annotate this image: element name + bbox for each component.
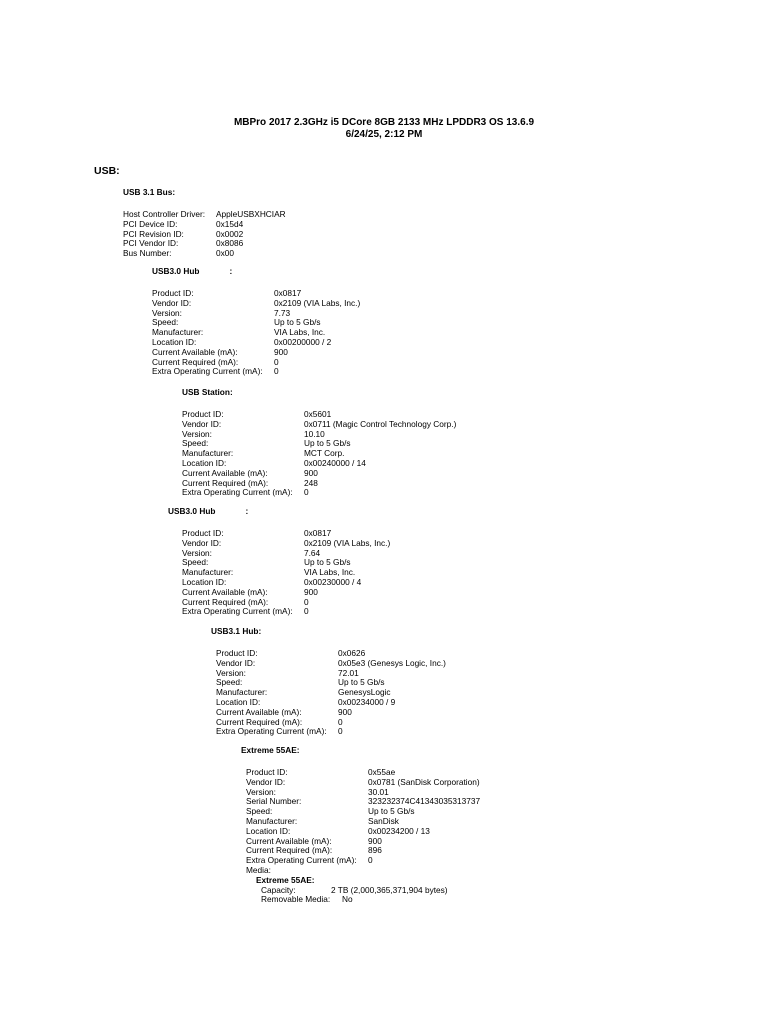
property-key: Speed: (216, 677, 243, 688)
property-key: Capacity: (261, 884, 296, 895)
property-value: 0 (274, 366, 279, 377)
property-key: Product ID: (152, 288, 194, 298)
property-value: 0x05e3 (Genesys Logic, Inc.) (338, 657, 446, 668)
property-key: Serial Number: (246, 796, 302, 807)
property-value: 0x00200000 / 2 (274, 336, 332, 347)
property-key: Manufacturer: (246, 815, 298, 826)
usb-drive (241, 745, 480, 905)
property-value: Up to 5 Gb/s (304, 557, 351, 568)
property-key: Bus Number: (123, 248, 172, 259)
property-value: 0x0711 (Magic Control Technology Corp.) (304, 418, 457, 429)
property-key: Product ID: (216, 648, 258, 658)
property-row (246, 797, 480, 807)
property-key: Version: (182, 547, 212, 558)
property-key: Speed: (246, 806, 273, 817)
property-value: 0x55ae (368, 767, 396, 777)
property-value: 0x0781 (SanDisk Corporation) (368, 776, 480, 787)
property-value: 900 (274, 346, 288, 357)
property-key: PCI Vendor ID: (123, 238, 179, 249)
property-value: GenesysLogic (338, 687, 391, 698)
property-key: Product ID: (182, 528, 224, 538)
property-row (182, 488, 456, 498)
property-value: MCT Corp. (304, 448, 345, 459)
property-key: Host Controller Driver: (123, 209, 206, 219)
property-value: 2 TB (2,000,365,371,904 bytes) (331, 884, 448, 895)
property-row (152, 367, 360, 377)
property-key: Extra Operating Current (mA): (152, 366, 263, 377)
property-key: Current Required (mA): (152, 356, 239, 367)
property-value: 10.10 (304, 428, 325, 439)
property-value: 896 (368, 845, 382, 856)
property-row (182, 539, 390, 549)
property-value: 0x00 (216, 248, 234, 259)
property-key: Current Required (mA): (246, 845, 333, 856)
property-row (152, 299, 360, 309)
property-key: Current Required (mA): (182, 596, 269, 607)
property-value: No (342, 894, 353, 905)
usb-bus (123, 187, 286, 259)
property-value: Up to 5 Gb/s (338, 677, 385, 688)
usb-hub-3-properties (216, 649, 446, 737)
usb-drive-title: Extreme 55AE: (241, 745, 300, 755)
property-value: 900 (304, 586, 318, 597)
property-value: 0x8086 (216, 238, 244, 249)
property-key: Extra Operating Current (mA): (182, 487, 293, 498)
usb-hub-2-properties (182, 529, 390, 617)
property-value: 0x0626 (338, 648, 366, 658)
property-row (216, 727, 446, 737)
property-row (152, 309, 360, 319)
media-volume (246, 876, 480, 905)
usb-hub-3 (211, 626, 446, 737)
property-key: Extra Operating Current (mA): (246, 855, 357, 866)
property-key: Location ID: (182, 457, 227, 468)
property-key: Current Available (mA): (182, 586, 268, 597)
usb-hub-2 (168, 506, 390, 617)
property-key: Version: (152, 307, 182, 318)
property-row (246, 778, 480, 788)
property-value: 0x0002 (216, 228, 244, 239)
property-key: Extra Operating Current (mA): (182, 606, 293, 617)
property-key: PCI Revision ID: (123, 228, 184, 239)
usb-hub-1-properties (152, 289, 360, 377)
property-key: Manufacturer: (182, 448, 234, 459)
property-key: Current Required (mA): (182, 477, 269, 488)
property-value: 7.73 (274, 307, 291, 318)
property-value: 900 (368, 835, 382, 846)
property-key: Current Required (mA): (216, 716, 303, 727)
property-value: 0x0817 (304, 528, 332, 538)
property-key: Version: (246, 786, 276, 797)
property-value: 0x00234000 / 9 (338, 696, 396, 707)
property-value: Up to 5 Gb/s (368, 806, 415, 817)
property-key: Location ID: (152, 336, 197, 347)
property-key: Version: (182, 428, 212, 439)
property-value: 0x15d4 (216, 218, 244, 229)
usb-bus-properties (123, 210, 286, 259)
property-value: 248 (304, 477, 318, 488)
property-row (123, 249, 286, 259)
property-key: Speed: (182, 557, 209, 568)
usb-hub-1 (152, 266, 360, 377)
title-colon: : (229, 266, 233, 276)
property-key: Vendor ID: (246, 776, 286, 787)
usb-hub-3-title: USB3.1 Hub: (211, 626, 262, 636)
property-value: 0 (304, 487, 309, 498)
usb-station-title: USB Station: (182, 387, 233, 397)
property-key: Current Available (mA): (216, 706, 302, 717)
usb-drive-properties (246, 768, 480, 905)
property-value: 0x0817 (274, 288, 302, 298)
usb-hub-2-title (168, 506, 390, 516)
property-key: Location ID: (182, 576, 227, 587)
property-key: Extra Operating Current (mA): (216, 726, 327, 737)
property-value: 0x5601 (304, 409, 332, 419)
device-name: USB3.0 Hub (168, 506, 216, 516)
property-key: Speed: (182, 438, 209, 449)
section-heading-usb: USB: (94, 165, 120, 177)
property-key: Vendor ID: (182, 418, 222, 429)
property-value: VIA Labs, Inc. (304, 567, 356, 578)
property-value: VIA Labs, Inc. (274, 327, 326, 338)
property-key: Vendor ID: (152, 297, 192, 308)
property-key: Speed: (152, 317, 179, 328)
property-key: Location ID: (246, 825, 291, 836)
usb-hub-1-title (152, 266, 360, 276)
property-row (216, 669, 446, 679)
property-key: PCI Device ID: (123, 218, 178, 229)
property-key: Vendor ID: (182, 537, 222, 548)
property-value: 0x00230000 / 4 (304, 576, 362, 587)
property-key: Manufacturer: (152, 327, 204, 338)
property-value: 0 (338, 716, 343, 727)
property-value: 0x00240000 / 14 (304, 457, 366, 468)
property-key: Product ID: (246, 767, 288, 777)
property-value: 0 (338, 726, 343, 737)
property-key: Current Available (mA): (246, 835, 332, 846)
property-value: Up to 5 Gb/s (304, 438, 351, 449)
property-row (182, 549, 390, 559)
property-value: 900 (338, 706, 352, 717)
property-row (182, 607, 390, 617)
property-key: Version: (216, 667, 246, 678)
property-row (246, 856, 480, 866)
property-key: Removable Media: (261, 894, 331, 905)
property-row (216, 659, 446, 669)
property-value: Up to 5 Gb/s (274, 317, 321, 328)
property-value: 900 (304, 467, 318, 478)
property-key: Current Available (mA): (182, 467, 268, 478)
property-value: 30.01 (368, 786, 389, 797)
property-value: 0 (368, 855, 373, 866)
usb-station-properties (182, 410, 456, 498)
property-value: AppleUSBXHCIAR (216, 209, 286, 219)
property-value: 72.01 (338, 667, 359, 678)
title-colon: : (245, 506, 249, 516)
media-label-text: Media: (246, 864, 271, 875)
device-name: USB3.0 Hub (152, 266, 200, 276)
property-key: Current Available (mA): (152, 346, 238, 357)
property-value: 0 (304, 606, 309, 617)
property-value: 0x00234200 / 13 (368, 825, 430, 836)
property-row (261, 895, 480, 905)
report-header (0, 117, 768, 141)
property-value: SanDisk (368, 815, 399, 826)
property-value: 7.64 (304, 547, 321, 558)
media-volume-title: Extreme 55AE: (256, 874, 315, 885)
property-key: Location ID: (216, 696, 261, 707)
property-value: 0 (274, 356, 279, 367)
property-value: 323232374C41343035313737 (368, 796, 481, 807)
property-value: 0x2109 (VIA Labs, Inc.) (274, 297, 361, 308)
usb-station (182, 387, 456, 498)
report-title: MBPro 2017 2.3GHz i5 DCore 8GB 2133 MHz LPDDR3 OS 13.6.9 (233, 117, 535, 128)
property-value: 0x2109 (VIA Labs, Inc.) (304, 537, 391, 548)
property-key: Vendor ID: (216, 657, 256, 668)
property-key: Manufacturer: (216, 687, 268, 698)
usb-bus-title: USB 3.1 Bus: (123, 187, 176, 197)
property-key: Manufacturer: (182, 567, 234, 578)
report-date: 6/24/25, 2:12 PM (345, 129, 423, 140)
property-key: Product ID: (182, 409, 224, 419)
property-value: 0 (304, 596, 309, 607)
